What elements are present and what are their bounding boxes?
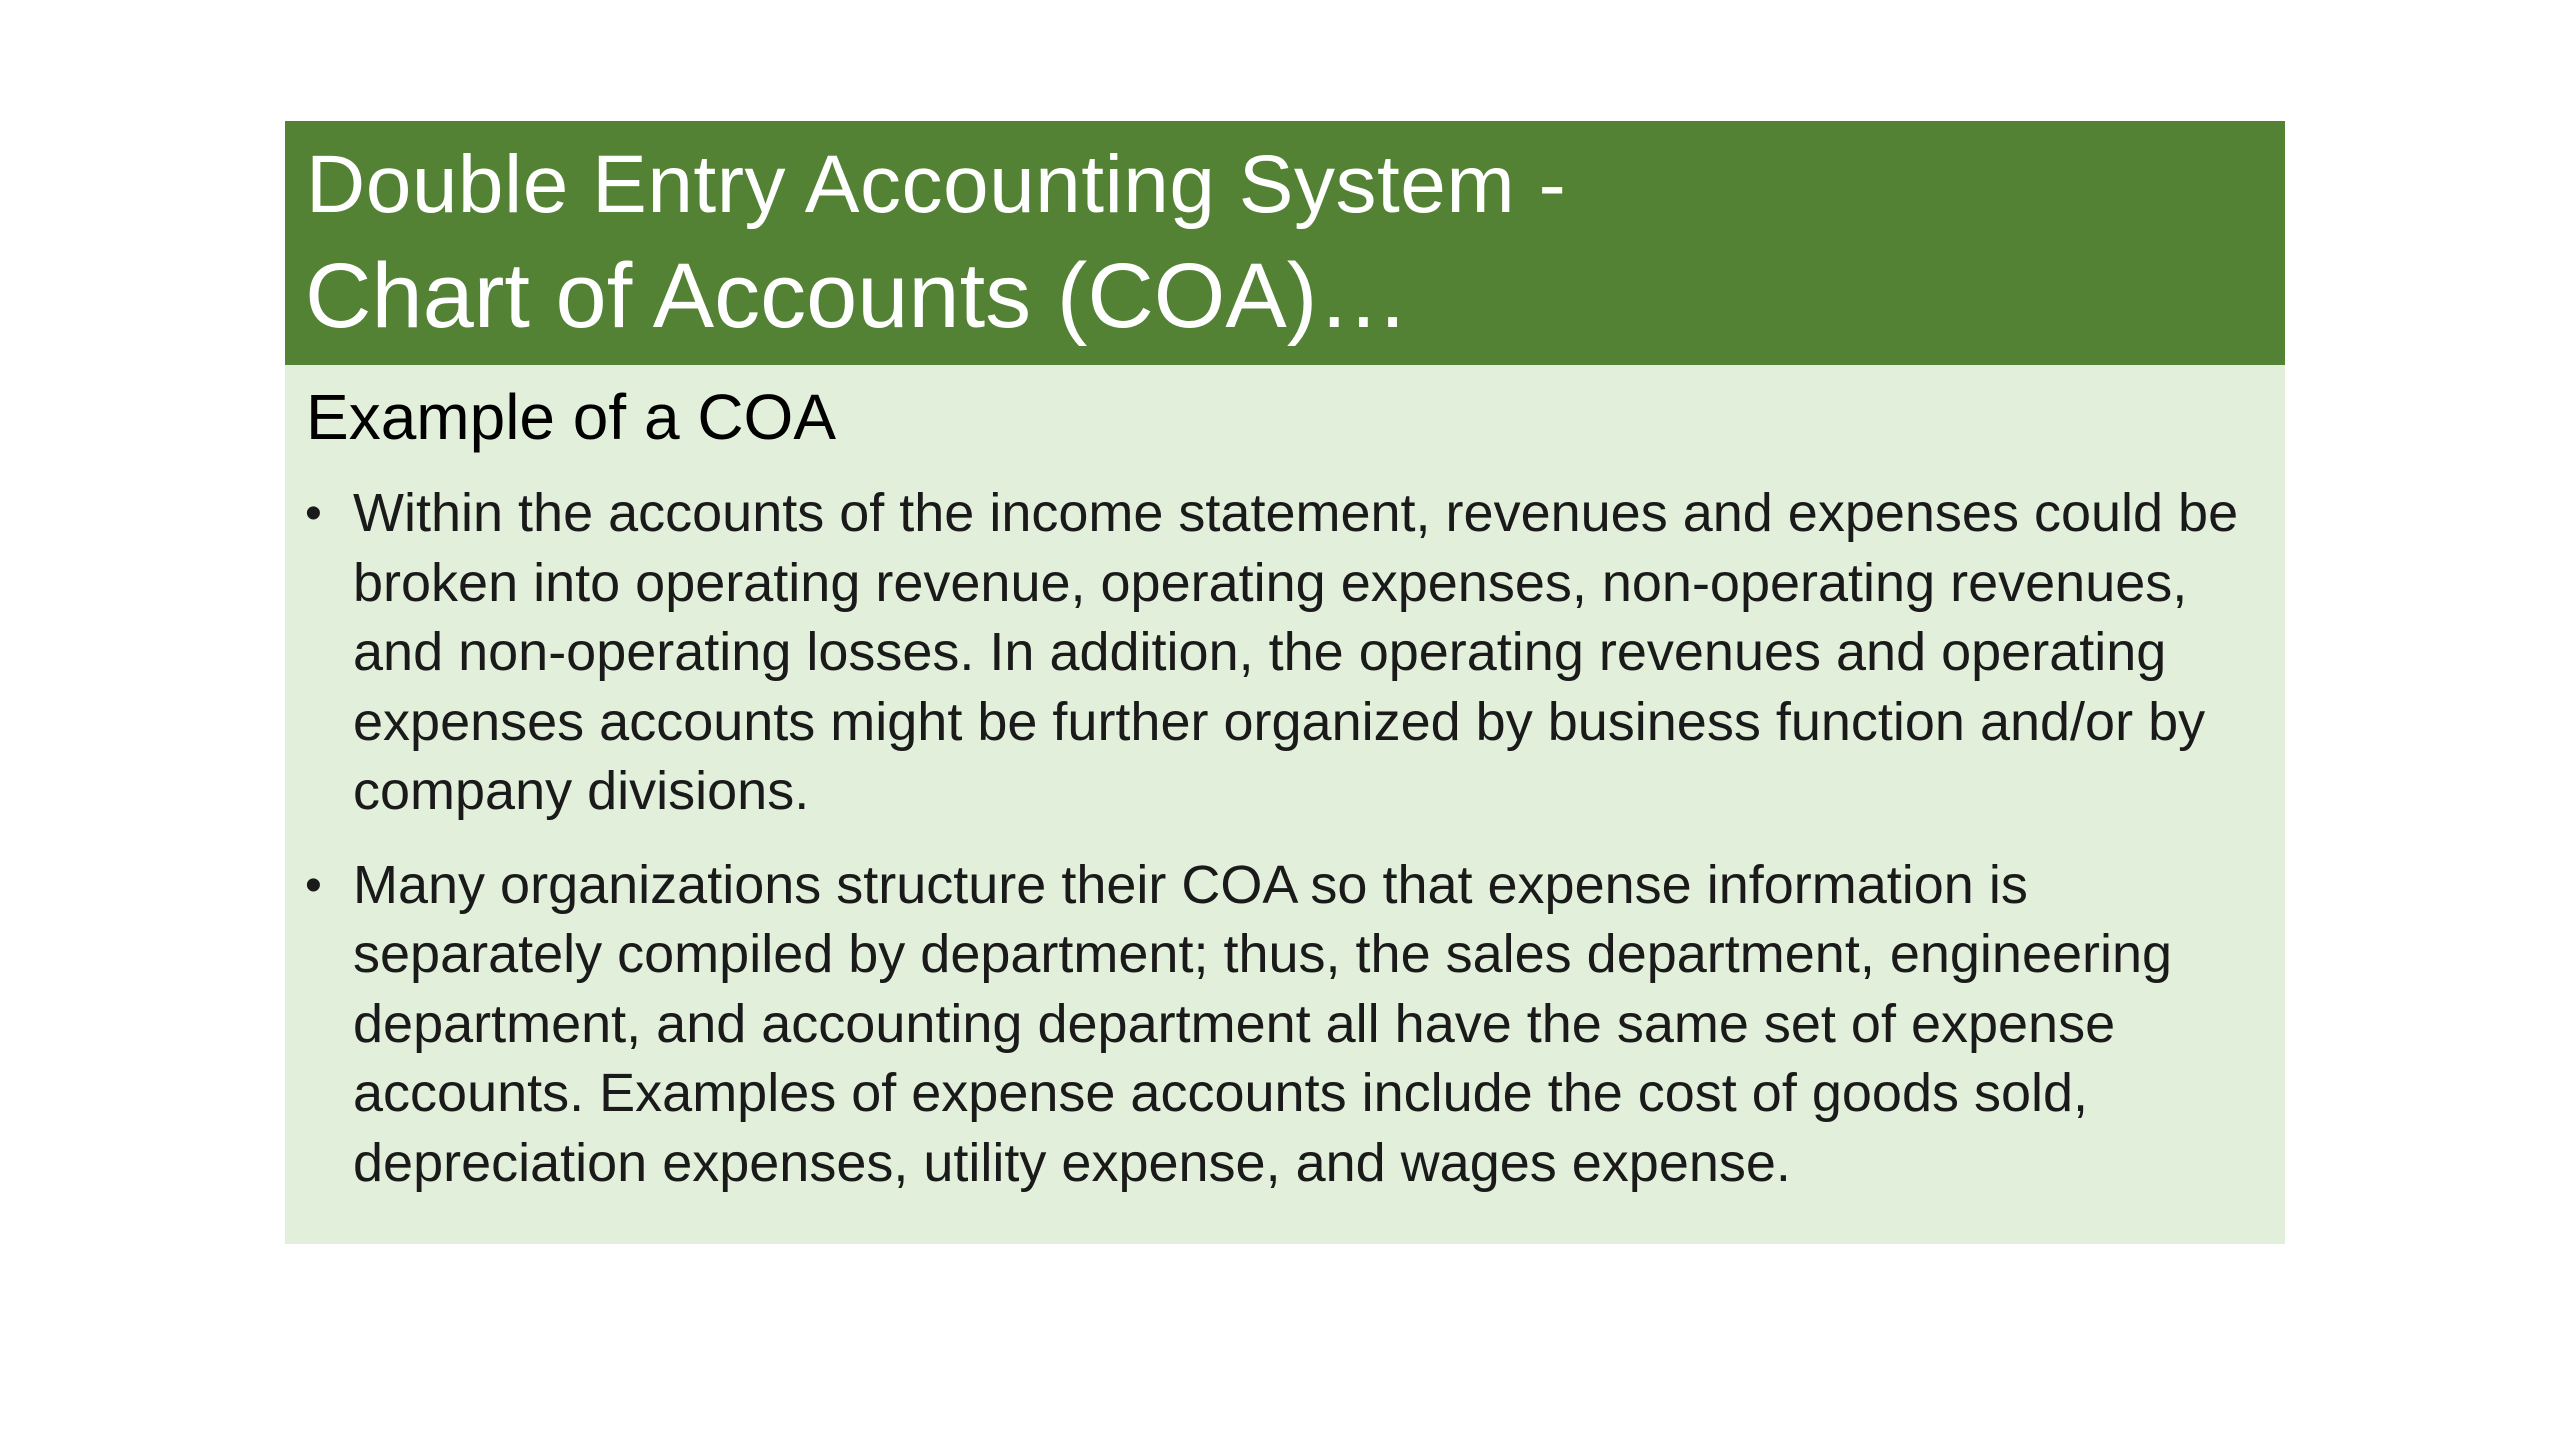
- title-bar: [285, 121, 2285, 365]
- slide-card: [285, 121, 2285, 1244]
- slide-title: Double Entry Accounting System -: [306, 139, 1567, 230]
- bullet-icon: •: [305, 858, 322, 912]
- slide-subtitle: Chart of Accounts (COA)…: [305, 245, 1410, 347]
- bullet-icon: •: [305, 487, 322, 540]
- bullet-text: Many organizations structure their COA so that expense information is separately compiled by department; thus, the sales department, engineering department, and accounting department all have the same set of expense accounts. Examples of expense accounts include the cost of goods sold, depreciation expenses, utility expense, and wages expense.: [353, 854, 2173, 1193]
- bullet-text: Within the accounts of the income statement, revenues and expenses could be broken into operating revenue, operating expenses, non-operating revenues, and non-operating losses. In addition, the operating revenues and operating expenses accounts might be further organized by business function and/or by company divisions.: [353, 483, 2239, 821]
- bullet-item: [305, 479, 2270, 827]
- bullet-item: [305, 851, 2270, 1199]
- bullet-list: [305, 479, 2270, 1222]
- section-heading: Example of a COA: [306, 381, 836, 453]
